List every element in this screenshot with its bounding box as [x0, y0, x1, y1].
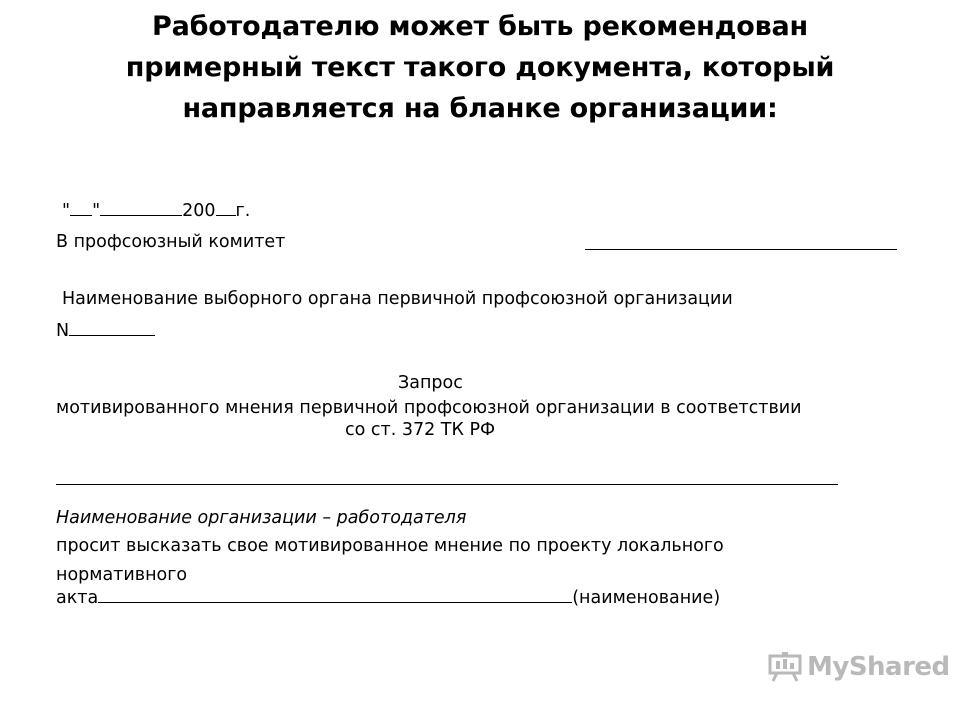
act-suffix: (наименование): [572, 588, 721, 608]
committee-name-blank: [585, 249, 897, 250]
date-day-blank: [70, 199, 92, 216]
act-line: [56, 586, 720, 609]
body-line-1: просит высказать свое мотивированное мнение по проекту локального: [56, 536, 724, 556]
title-line-1: Работодателю может быть рекомендован: [152, 11, 808, 42]
date-close-quote: ": [92, 201, 101, 221]
presentation-board-icon: [768, 652, 802, 682]
date-month-blank: [100, 199, 182, 216]
number-line: [56, 319, 155, 342]
request-heading: Запрос: [398, 373, 463, 393]
number-prefix: N: [56, 321, 70, 341]
act-prefix: акта: [56, 588, 99, 608]
number-blank: [69, 319, 155, 336]
title-line-3: направляется на бланке организации:: [182, 93, 778, 124]
date-line: [62, 199, 250, 222]
request-line-1: мотивированного мнения первичной профсоюзной организации в соответствии: [56, 398, 802, 418]
date-open-quote: ": [62, 201, 71, 221]
employer-name-blank: [56, 484, 838, 485]
act-name-blank: [98, 586, 572, 603]
request-line-2: со ст. 372 ТК РФ: [345, 420, 496, 440]
watermark-logo: [768, 652, 950, 682]
date-year-blank: [216, 199, 236, 216]
date-suffix: г.: [235, 201, 251, 221]
title-line-2: примерный текст такого документа, который: [125, 52, 835, 83]
organ-caption: Наименование выборного органа первичной профсоюзной организации: [62, 289, 733, 309]
page-title: [40, 6, 920, 129]
body-line-2: нормативного: [56, 565, 188, 585]
date-year-prefix: 200: [182, 201, 216, 221]
employer-caption: Наименование организации – работодателя: [56, 508, 467, 528]
watermark-text: MyShared: [807, 652, 950, 682]
to-committee-label: В профсоюзный комитет: [56, 232, 286, 252]
